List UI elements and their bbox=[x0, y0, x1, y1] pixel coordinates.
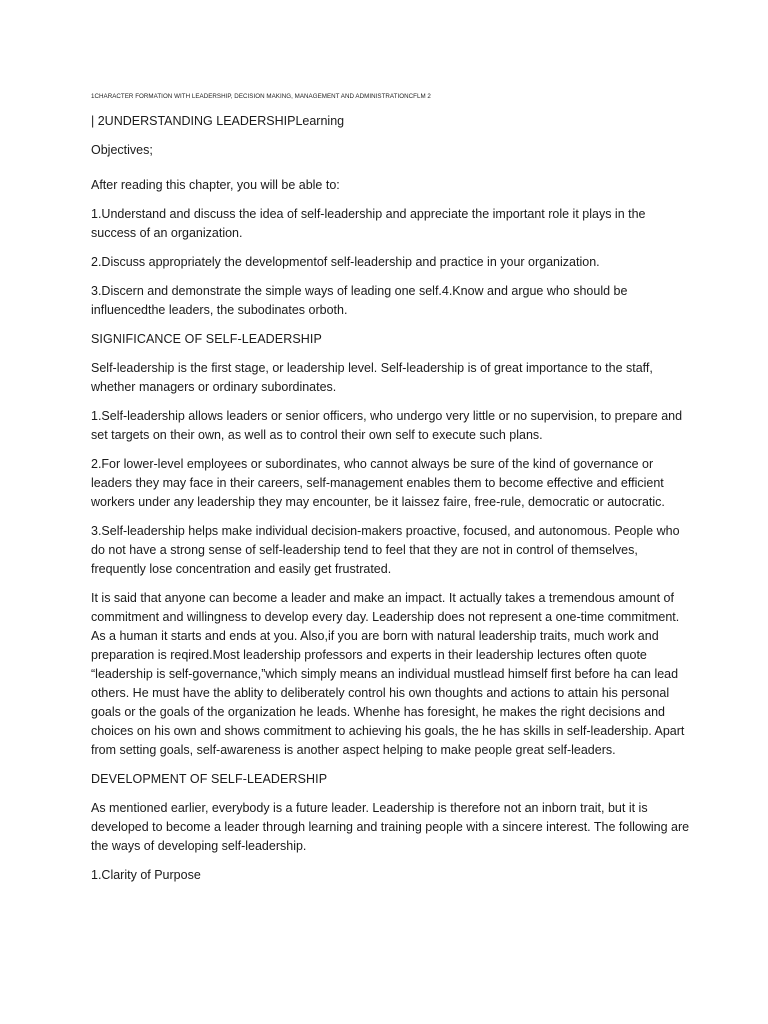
body-paragraph: 3.Self-leadership helps make individual decision-makers proactive, focused, and autonomous. People who do not have a strong sense of self-leadership tend to feel that they are not in control of themselves, frequently lose concentration and easily get frustrated. bbox=[91, 524, 680, 576]
objective-item: 1.Understand and discuss the idea of self-leadership and appreciate the important role it plays in the success of an organization. bbox=[91, 207, 646, 240]
section-heading: DEVELOPMENT OF SELF-LEADERSHIP bbox=[91, 772, 328, 786]
body-paragraph: 2.For lower-level employees or subordinates, who cannot always be sure of the kind of governance or leaders they may face in their careers, self-management enables them to become effective and efficient workers under any leadership they may encounter, be it laissez faire, free-rule, democratic or autocratic. bbox=[91, 457, 665, 509]
subsection-heading: 1.Clarity of Purpose bbox=[91, 868, 201, 882]
objective-item: 3.Discern and demonstrate the simple ways of leading one self.4.Know and argue who should be influencedthe leaders, the subodinates orboth. bbox=[91, 284, 628, 317]
chapter-title: | 2UNDERSTANDING LEADERSHIPLearning bbox=[91, 114, 345, 128]
document-body bbox=[91, 112, 691, 895]
body-paragraph: It is said that anyone can become a leader and make an impact. It actually takes a tremendous amount of commitment and willingness to develop every day. Leadership does not represent a one-time commitment. As a human it starts and ends at you. Also,if you are born with natural leadership traits, much work and preparation is reqired.Most leadership professors and experts in their leadership lectures often quote “leadership is self-governance,”which simply means an individual mustlead himself first before ha can lead others. He must have the ablity to deliberately control his own thoughts and actions to attain his personal goals or the goals of the organization he leads. Whenhe has foresight, he makes the right decisions and choices on his own and shows commitment to achieving his goals, the he has skills in self-leadership. Apart from setting goals, self-awareness is another aspect helping to make people great self-leaders. bbox=[91, 591, 685, 757]
body-paragraph: Self-leadership is the first stage, or leadership level. Self-leadership is of great importance to the staff, whether managers or ordinary subordinates. bbox=[91, 361, 653, 394]
section-heading: SIGNIFICANCE OF SELF-LEADERSHIP bbox=[91, 332, 322, 346]
objectives-label: Objectives; bbox=[91, 143, 153, 157]
running-header: 1CHARACTER FORMATION WITH LEADERSHIP, DECISION MAKING, MANAGEMENT AND ADMINISTRATIONCFLM 2 bbox=[91, 93, 431, 100]
body-paragraph: 1.Self-leadership allows leaders or senior officers, who undergo very little or no supervision, to prepare and set targets on their own, as well as to control their own self to execute such plans. bbox=[91, 409, 683, 442]
objectives-intro: After reading this chapter, you will be able to: bbox=[91, 178, 340, 192]
body-paragraph: As mentioned earlier, everybody is a future leader. Leadership is therefore not an inborn trait, but it is developed to become a leader through learning and training people with a sincere interest. The following are the ways of developing self-leadership. bbox=[91, 801, 690, 853]
objective-item: 2.Discuss appropriately the developmentof self-leadership and practice in your organization. bbox=[91, 255, 600, 269]
